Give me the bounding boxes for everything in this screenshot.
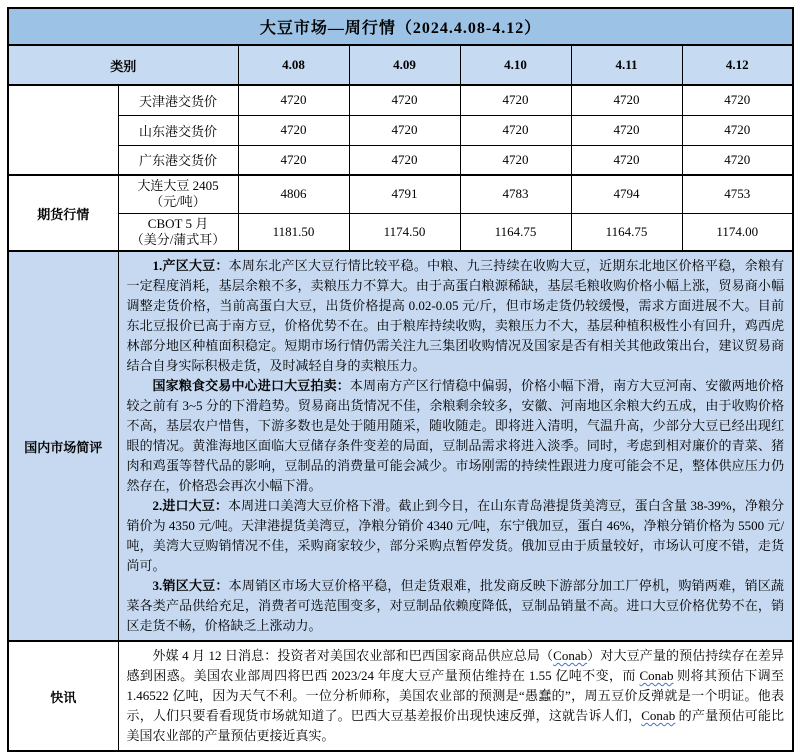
price-cell: 4791 [349,175,460,213]
price-cell: 1174.50 [349,213,460,251]
futures-row-label-cbot [118,213,238,251]
column-header-date-1: 4.08 [238,45,349,85]
price-cell: 4720 [238,145,349,175]
page-title: 大豆市场—周行情（2024.4.08-4.12） [8,8,793,45]
table-row [8,641,793,751]
futures-label-line2: （美分/蒲式耳） [130,231,226,247]
spot-row-label-shandong: 山东港交货价 [118,115,238,145]
column-header-category: 类别 [8,45,238,85]
price-cell: 4783 [460,175,571,213]
price-cell: 4753 [682,175,793,213]
price-cell: 1181.50 [238,213,349,251]
price-cell: 1164.75 [460,213,571,251]
review-section-label: 国内市场简评 [8,251,118,641]
price-cell: 4720 [460,145,571,175]
futures-label-line2: （元/吨） [150,194,206,210]
table-row [8,85,793,115]
price-cell: 1164.75 [571,213,682,251]
table-row [8,115,793,145]
price-cell: 4720 [349,115,460,145]
price-cell: 4720 [571,145,682,175]
review-paragraph [127,496,785,576]
table-row [8,213,793,251]
table-row [8,175,793,213]
news-section-body [118,641,793,751]
paragraph-text: 本周东北产区大豆行情比较平稳。中粮、九三持续在收购大豆，近期东北地区价格平稳，余粮有一定程度消耗，基层余粮不多，卖粮压力不算大。由于高蛋白粮源稀缺，基层毛粮收购价格小幅上涨，贸易商小幅调整走货价格，当前高蛋白大豆，出货价格提高 0.02-0.05 元/斤，但市场走货仍较缓慢，需求方面进展不大。目前东北豆报价已高于南方豆，价格优势不在。由于粮库持续收购，卖粮压力不大，基层种植积极性小有回升，鸡西虎林部分地区种植面积稳定。短期市场行情仍需关注九三集团收购情况及国家是否有相关其他政策出台，建议贸易商结合自身实际积极走货，及时减轻自身的卖粮压力。 [126,258,785,373]
paragraph-lead: 国家粮食交易中心进口大豆拍卖： [152,378,350,393]
news-text-conab: Conab [553,648,588,663]
paragraph-lead: 3.销区大豆： [152,578,229,593]
price-cell: 4806 [238,175,349,213]
column-header-date-5: 4.12 [682,45,793,85]
column-header-date-4: 4.11 [571,45,682,85]
futures-label-line1: 大连大豆 2405 [137,178,219,194]
price-cell: 4720 [349,85,460,115]
review-paragraph [127,256,785,376]
news-section-label: 快讯 [8,641,118,751]
news-text: ）对大豆产量的预估持续存在差异感到困惑。美国农业部周四将巴西 2023/24 年度大豆产量预估维持在 1.55 亿吨不变，而 [126,648,785,683]
review-section-body [118,251,793,641]
price-cell: 4720 [571,115,682,145]
spot-row-label-tianjin: 天津港交货价 [118,85,238,115]
review-paragraph [127,576,785,636]
news-text: 的产量预估可能比美国农业部的产量预估更接近真实。 [126,708,785,743]
price-cell: 4720 [460,115,571,145]
price-cell: 4720 [682,145,793,175]
spot-row-label-guangdong: 广东港交货价 [118,145,238,175]
weekly-report-table [7,7,793,743]
futures-label-line1: CBOT 5 月 [147,215,209,231]
price-cell: 4720 [682,115,793,145]
price-cell: 4720 [349,145,460,175]
news-text-conab: Conab [639,668,674,683]
news-text: 外媒 4 月 12 日消息：投资者对美国农业部和巴西国家商品供应总局（ [152,648,554,663]
news-text-conab: Conab [641,708,676,723]
price-cell: 4720 [571,85,682,115]
price-cell: 1174.00 [682,213,793,251]
column-header-date-3: 4.10 [460,45,571,85]
price-cell: 4720 [682,85,793,115]
paragraph-text: 本周进口美湾大豆价格下滑。截止到今日，在山东青岛港提货美湾豆，蛋白含量 38-39%，净粮分销价为 4350 元/吨。天津港提货美湾豆，净粮分销价 4340 元/吨，东宁俄加豆，蛋白 46%，净粮分销价格为 5500 元/吨，美湾大豆购销情况不佳，采购商家较少，部分采购点暂停发货。俄加豆由于质量较好，市场认可度不错，走货尚可。 [126,498,785,573]
price-cell: 4720 [238,85,349,115]
paragraph-text: 本周南方产区行情稳中偏弱，价格小幅下滑，南方大豆河南、安徽两地价格较之前有 3~5 分的下滑趋势。贸易商出货情况不佳，余粮剩余较多，安徽、河南地区余粮大约五成，由于收购价格不高，基层农户惜售，下游多数也是处于随用随采，随收随走。即将进入清明，气温升高，少部分大豆已经出现红眼的情况。黄淮海地区面临大豆储存条件变差的局面，豆制品需求将进入淡季。同时，考虑到相对廉价的青菜、猪肉和鸡蛋等替代品的影响，豆制品的消费量可能会减少。市场刚需的持续性跟进力度可能会不足，整体供应压力仍然存在，价格恐会再次小幅下滑。 [126,378,785,493]
column-header-date-2: 4.09 [349,45,460,85]
news-paragraph [127,646,785,746]
price-cell: 4720 [460,85,571,115]
futures-row-label-dalian [118,175,238,213]
futures-group-label: 期货行情 [8,175,118,251]
paragraph-lead: 2.进口大豆： [152,498,228,513]
price-cell: 4720 [238,115,349,145]
review-paragraph [127,376,785,496]
paragraph-text: 本周销区市场大豆价格平稳，但走货艰难，批发商反映下游部分加工厂停机，购销两难，销区蔬菜各类产品供给充足，消费者可选范围变多，对豆制品依赖度降低，豆制品销量不高。进口大豆价格优势不在，销区走货不畅，价格缺乏上涨动力。 [126,578,785,633]
price-cell: 4794 [571,175,682,213]
table-row [8,251,793,641]
news-text: 则将其预估下调至 1.46522 亿吨，因为天气不利。一位分析师称，美国农业部的预测是“愚蠢的”，周五豆价反弹就是一个明证。他表示，人们只要看看现货市场就知道了。巴西大豆基差报价出现快速反弹，这就告诉人们， [126,668,785,723]
paragraph-lead: 1.产区大豆： [152,258,229,273]
table-row [8,145,793,175]
spot-group-cell [8,85,118,175]
